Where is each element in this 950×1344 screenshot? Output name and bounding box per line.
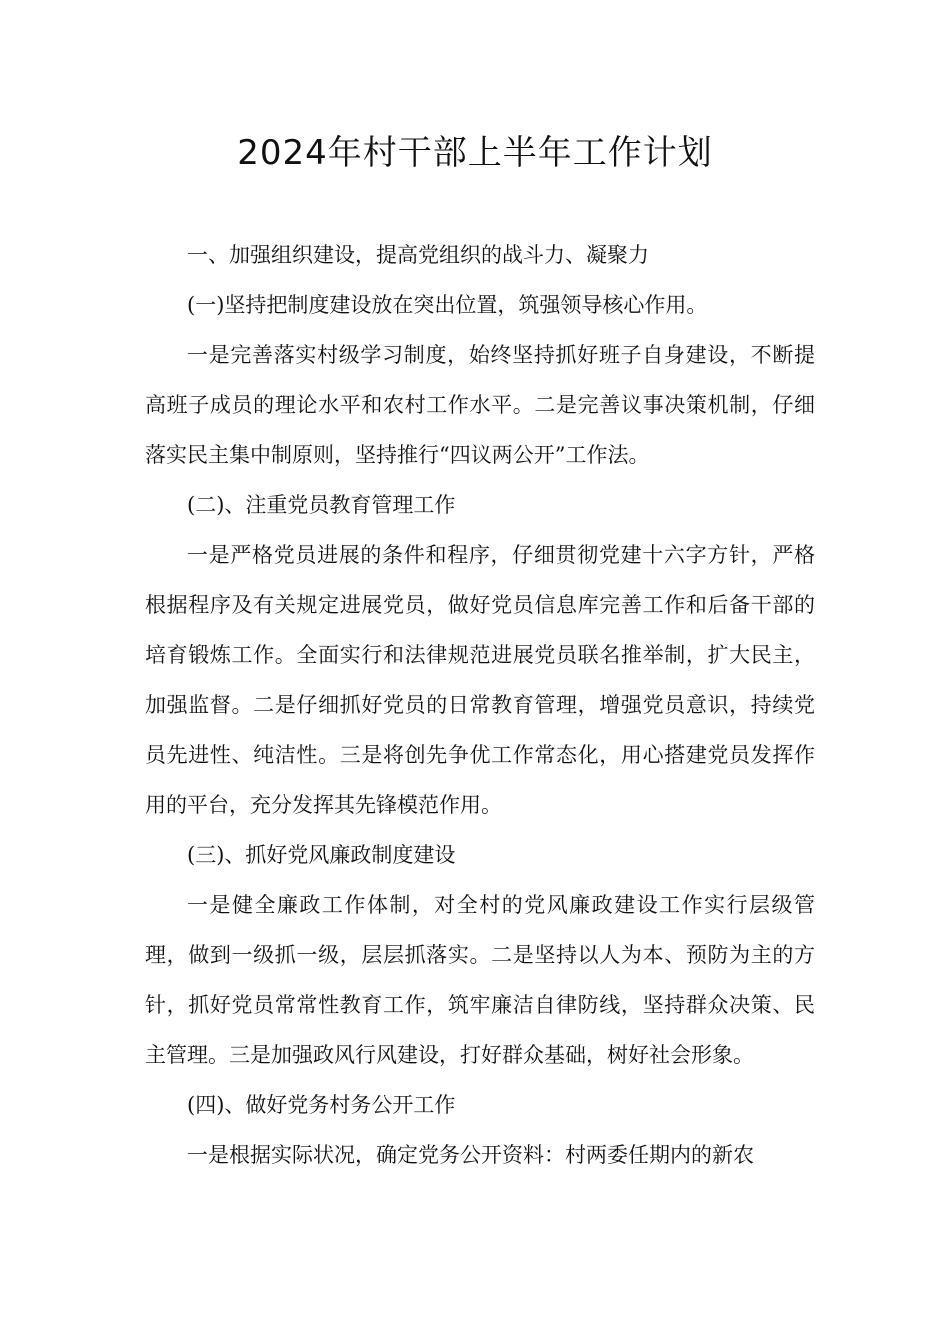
subsection-heading: (二)、注重党员教育管理工作 bbox=[187, 493, 456, 517]
document-title: 2024年村干部上半年工作计划 bbox=[237, 133, 713, 173]
body-paragraph: 一是健全廉政工作体制，对全村的党风廉政建设工作实行层级管理，做到一级抓一级，层层抓落实。二是坚持以人为本、预防为主的方针，抓好党员常常性教育工作，筑牢廉洁自律防线，坚持群众决策、民主管理。三是加强政风行风建设，打好群众基础，树好社会形象。 bbox=[145, 893, 815, 1067]
body-paragraph: 一是完善落实村级学习制度，始终坚持抓好班子自身建设，不断提高班子成员的理论水平和农村工作水平。二是完善议事决策机制，仔细落实民主集中制原则，坚持推行“四议两公开”工作法。 bbox=[145, 343, 815, 467]
body-paragraph: 一是根据实际状况，确定党务公开资料：村两委任期内的新农 bbox=[187, 1143, 754, 1167]
subsection-heading: (三)、抓好党风廉政制度建设 bbox=[187, 843, 456, 867]
subsection-heading: (四)、做好党务村务公开工作 bbox=[187, 1093, 456, 1117]
section-heading: 一、加强组织建设，提高党组织的战斗力、凝聚力 bbox=[187, 243, 649, 267]
body-paragraph: 一是严格党员进展的条件和程序，仔细贯彻党建十六字方针，严格根据程序及有关规定进展党员，做好党员信息库完善工作和后备干部的培育锻炼工作。全面实行和法律规范进展党员联名推举制，扩大民主，加强监督。二是仔细抓好党员的日常教育管理，增强党员意识，持续党员先进性、纯洁性。三是将创先争优工作常态化，用心搭建党员发挥作用的平台，充分发挥其先锋模范作用。 bbox=[145, 543, 815, 817]
document-body bbox=[145, 230, 815, 1180]
subsection-heading: (一)坚持把制度建设放在突出位置，筑强领导核心作用。 bbox=[187, 293, 708, 317]
